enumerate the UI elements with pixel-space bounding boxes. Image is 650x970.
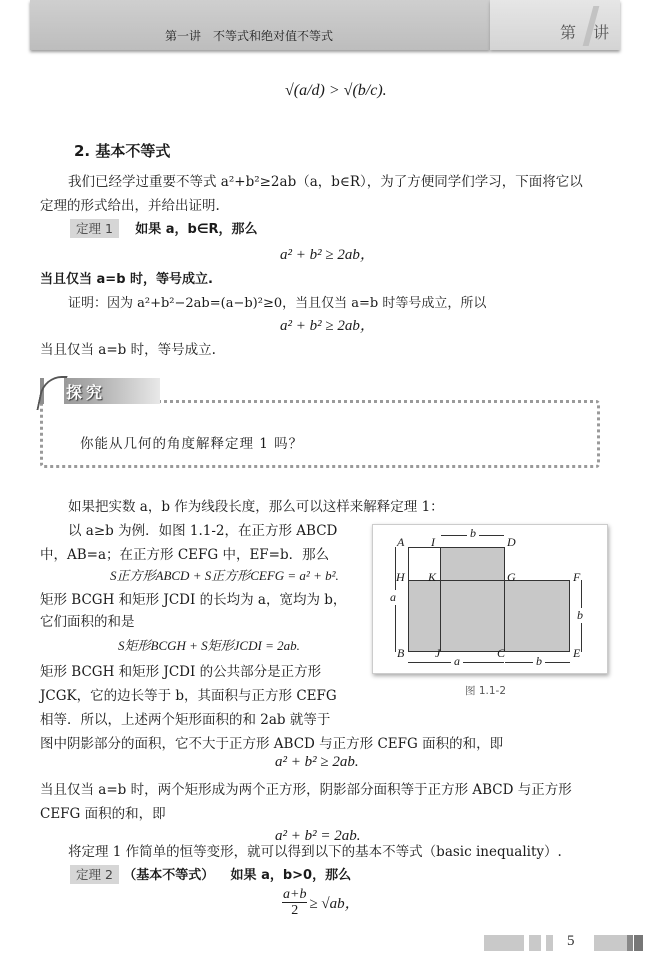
- transition-text: 将定理 1 作简单的恒等变形，就可以得到以下的基本不等式（basic inequality）.: [68, 844, 562, 860]
- geometry-p2: 以 a≥b 为例．如图 1.1-2，在正方形 ABCD: [68, 523, 338, 539]
- chapter-badge-text: 第 讲: [560, 23, 616, 42]
- geometry-formula-1: S正方形ABCD + S正方形CEFG = a² + b².: [110, 568, 339, 583]
- dim-label-right: b: [577, 608, 583, 622]
- point-C: C: [497, 646, 506, 660]
- explore-question: 你能从几何的角度解释定理 1 吗？: [80, 436, 304, 452]
- explore-title: 探究: [66, 383, 107, 402]
- theorem1-condition: 当且仅当 a=b 时，等号成立.: [40, 272, 213, 287]
- footer-deco-4: [594, 935, 628, 951]
- theorem1-formula: a² + b² ≥ 2ab，: [280, 247, 375, 263]
- page-number: 5: [567, 933, 575, 949]
- geometry-p7: JCGK，它的边长等于 b，其面积与正方形 CEFG: [40, 688, 337, 704]
- proof-line-1: 证明：因为 a²+b²−2ab=(a−b)²≥0，当且仅当 a=b 时等号成立，所以: [68, 296, 487, 311]
- point-A: A: [397, 535, 405, 549]
- top-formula: √(a/d) > √(b/c).: [285, 82, 387, 99]
- line-IJ: [440, 547, 441, 652]
- intro-line-1: 我们已经学过重要不等式 a²+b²≥2ab（a，b∈R），为了方便同学们学习，下面将它以: [68, 174, 583, 190]
- geometry-p4: 矩形 BCGH 和矩形 JCDI 的长均为 a，宽均为 b，: [40, 592, 347, 608]
- geometry-p1: 如果把实数 a，b 作为线段长度，那么可以这样来解释定理 1：: [68, 499, 444, 515]
- geometry-p10: 当且仅当 a=b 时，两个矩形成为两个正方形，阴影部分面积等于正方形 ABCD 与正方形: [40, 782, 572, 798]
- footer-deco-6: [634, 935, 643, 951]
- point-B: B: [397, 646, 405, 660]
- point-H: H: [396, 570, 405, 584]
- theorem2-formula: [282, 887, 360, 918]
- geometry-p5: 它们面积的和是: [40, 614, 135, 630]
- fraction-denominator: 2: [291, 903, 299, 918]
- footer-deco-3: [546, 935, 553, 951]
- point-G: G: [507, 570, 516, 584]
- point-I: I: [431, 535, 435, 549]
- proof-line-2: 当且仅当 a=b 时，等号成立.: [40, 342, 216, 358]
- dim-label-top: b: [467, 526, 479, 541]
- rect-JCDI-top: [440, 547, 505, 581]
- line-DC: [504, 547, 505, 652]
- footer-deco-5: [627, 935, 633, 951]
- dim-label-bottom-left: a: [451, 654, 463, 669]
- formula-rest: ≥ √ab，: [309, 896, 360, 912]
- dim-label-bottom-right: b: [533, 654, 545, 669]
- fraction-numerator: a+b: [283, 887, 307, 902]
- point-D: D: [507, 535, 516, 549]
- geometry-p3: 中，AB=a；在正方形 CEFG 中，EF=b．那么: [40, 547, 330, 563]
- theorem2-statement: 如果 a，b>0，那么: [230, 868, 352, 883]
- footer-deco-1: [484, 935, 524, 951]
- fraction: [282, 887, 307, 918]
- point-K: K: [428, 570, 437, 584]
- proof-formula: a² + b² ≥ 2ab，: [280, 318, 375, 334]
- geometry-formula-2: S矩形BCGH + S矩形JCDI = 2ab.: [118, 638, 300, 653]
- dim-label-left: a: [390, 590, 396, 604]
- figure-caption: 图 1.1-2: [465, 685, 507, 697]
- theorem2-name: （基本不等式）: [123, 868, 215, 883]
- figure-1-1-2: [372, 524, 608, 674]
- geometry-p11: CEFG 面积的和，即: [40, 806, 166, 822]
- theorem2-tag: 定理 2: [70, 865, 119, 884]
- chapter-badge: [490, 0, 620, 50]
- chapter-title: 第一讲 不等式和绝对值不等式: [165, 29, 334, 43]
- theorem1-row: [70, 218, 258, 237]
- geometry-formula-4: a² + b² = 2ab.: [275, 828, 361, 844]
- intro-line-2: 定理的形式给出，并给出证明.: [40, 198, 220, 214]
- point-J: J: [435, 646, 441, 660]
- geometry-p8: 相等．所以，上述两个矩形面积的和 2ab 就等于: [40, 712, 331, 728]
- theorem1-tag: 定理 1: [70, 219, 119, 238]
- rect-AIKH: [408, 547, 441, 581]
- footer-deco-2: [529, 935, 541, 951]
- theorem1-statement: 如果 a，b∈R，那么: [135, 222, 258, 237]
- geometry-p9: 图中阴影部分的面积，它不大于正方形 ABCD 与正方形 CEFG 面积的和，即: [40, 736, 504, 752]
- point-F: F: [573, 570, 581, 584]
- shaded-region: [408, 580, 570, 652]
- geometry-p6: 矩形 BCGH 和矩形 JCDI 的公共部分是正方形: [40, 664, 322, 680]
- point-E: E: [573, 646, 581, 660]
- section-heading: 2. 基本不等式: [74, 142, 171, 160]
- theorem2-row: [70, 864, 351, 883]
- geometry-formula-3: a² + b² ≥ 2ab.: [275, 754, 359, 770]
- page-header: [30, 0, 490, 50]
